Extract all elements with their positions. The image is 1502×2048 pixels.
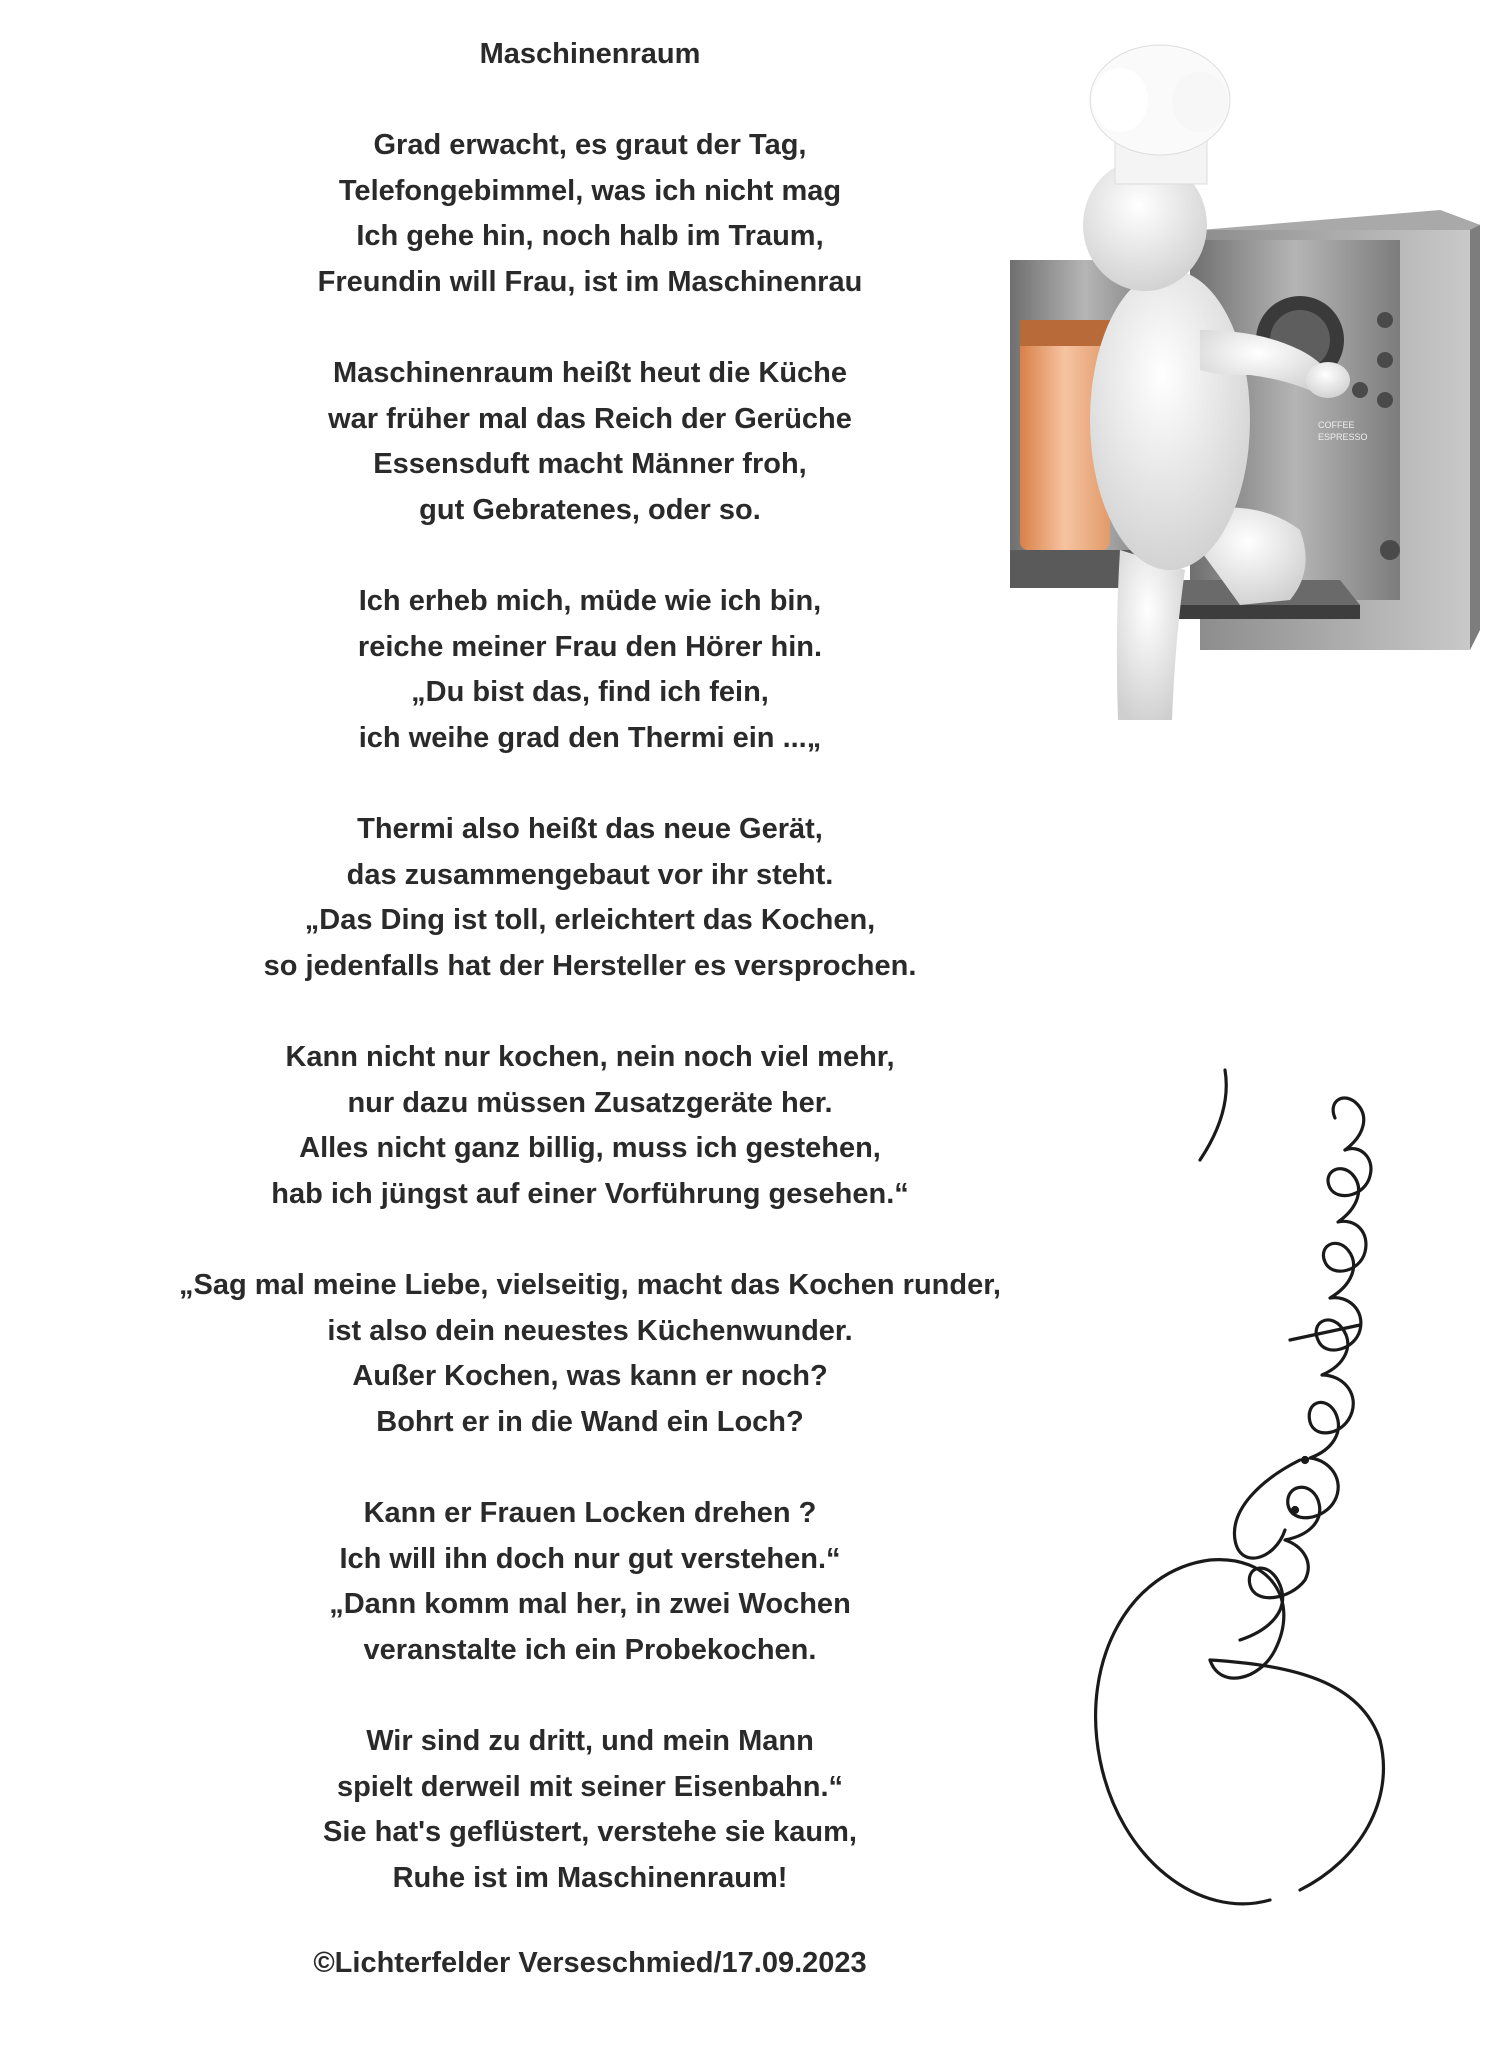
poem-line: hab ich jüngst auf einer Vorführung gesehen.“	[271, 1177, 909, 1210]
poem-line: „Dann komm mal her, in zwei Wochen	[329, 1588, 851, 1620]
poem-line: gut Gebratenes, oder so.	[419, 493, 761, 526]
poem-line: war früher mal das Reich der Gerüche	[328, 402, 852, 435]
poem-line: Kann er Frauen Locken drehen ?	[363, 1497, 817, 1529]
poem-line: Ich erheb mich, müde wie ich bin,	[358, 585, 822, 617]
poem-line: „Sag mal meine Liebe, vielseitig, macht das Kochen runder,	[179, 1269, 1001, 1301]
poem-line: veranstalte ich ein Probekochen.	[363, 1633, 817, 1666]
poem-line: „Du bist das, find ich fein,	[411, 676, 769, 708]
poem-line: reiche meiner Frau den Hörer hin.	[357, 630, 823, 663]
poem-line: so jedenfalls hat der Hersteller es versprochen.	[263, 949, 917, 982]
stanza-6	[0, 1263, 1180, 1445]
poem-line: Ruhe ist im Maschinenraum!	[392, 1861, 788, 1894]
handwritten-signature-logo	[1060, 1040, 1400, 1920]
poem-title: Maschinenraum	[479, 38, 701, 70]
poem-line: ich weihe grad den Thermi ein ...„	[358, 721, 822, 754]
poem-line: Ich gehe hin, noch halb im Traum,	[356, 220, 824, 252]
stanza-4	[0, 807, 1180, 989]
poem-line: Wir sind zu dritt, und mein Mann	[366, 1725, 814, 1757]
stanza-8	[0, 1719, 1180, 1901]
poem-line: ist also dein neuestes Küchenwunder.	[327, 1314, 853, 1347]
poem-line: Sie hat's geflüstert, verstehe sie kaum,	[323, 1816, 857, 1848]
poem-line: das zusammengebaut vor ihr steht.	[346, 858, 834, 891]
poem-line: Thermi also heißt das neue Gerät,	[357, 813, 823, 845]
poem-line: Bohrt er in die Wand ein Loch?	[376, 1405, 804, 1438]
poem-line: Außer Kochen, was kann er noch?	[352, 1360, 828, 1392]
poem-line: Grad erwacht, es graut der Tag,	[373, 129, 807, 161]
machine-label-coffee: COFFEE	[1318, 420, 1355, 430]
poem-line: Essensduft macht Männer froh,	[373, 448, 807, 480]
poem-line: spielt derweil mit seiner Eisenbahn.“	[336, 1770, 844, 1803]
poem-line: Kann nicht nur kochen, nein noch viel mehr,	[285, 1041, 895, 1073]
machine-label-espresso: ESPRESSO	[1318, 432, 1368, 442]
poem-line: „Das Ding ist toll, erleichtert das Kochen,	[304, 904, 876, 936]
copyright-line: ©Lichterfelder Verseschmied/17.09.2023	[313, 1947, 867, 1979]
poem-line: Telefongebimmel, was ich nicht mag	[338, 174, 842, 207]
poem-line: Alles nicht ganz billig, muss ich gestehen,	[299, 1132, 881, 1164]
poem-line: nur dazu müssen Zusatzgeräte her.	[347, 1086, 833, 1119]
poem-line: Maschinenraum heißt heut die Küche	[332, 357, 848, 389]
stanza-7	[0, 1491, 1180, 1673]
stanza-5	[0, 1035, 1180, 1217]
poem-line: Freundin will Frau, ist im Maschinenrau	[317, 265, 863, 298]
chef-figure-espresso-machine-icon	[1000, 30, 1480, 730]
poem-line: Ich will ihn doch nur gut verstehen.“	[339, 1542, 841, 1575]
